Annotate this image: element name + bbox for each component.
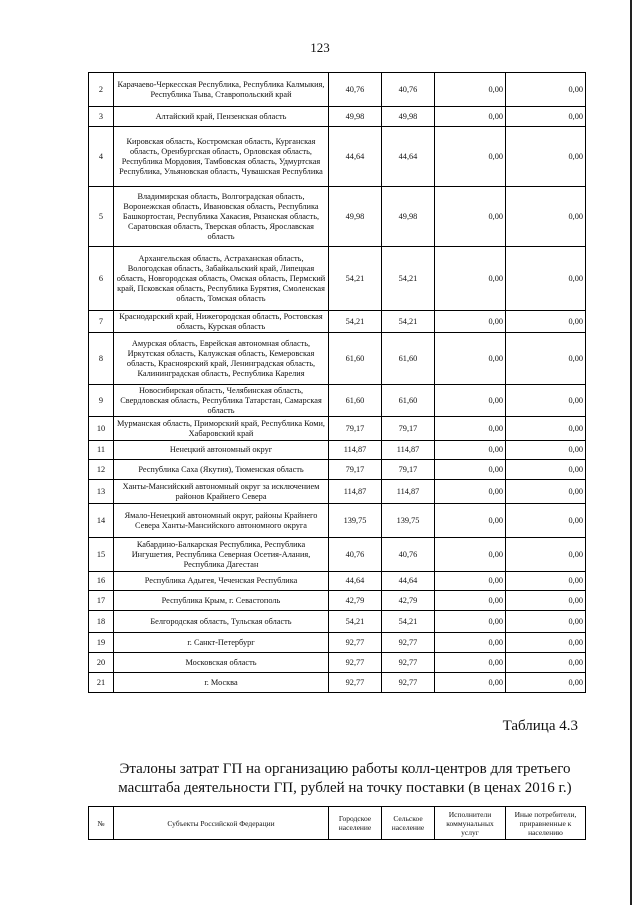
row-utility: 0,00 [435,480,506,504]
table-row [89,73,586,107]
row-utility: 0,00 [435,385,506,417]
row-number: 4 [89,127,114,187]
row-rural: 79,17 [382,417,435,441]
row-subject: г. Санкт-Петербург [114,633,329,653]
row-number: 21 [89,673,114,693]
row-number: 10 [89,417,114,441]
row-other: 0,00 [506,441,586,460]
table-row [89,653,586,673]
table-row [89,107,586,127]
row-subject: Кировская область, Костромская область, Курганская область, Оренбургская область, Орловская область, Республика Мордовия, Тамбовская область, Удмуртская Республика, Ульяновская область, Чувашская Республика [114,127,329,187]
row-other: 0,00 [506,504,586,538]
table-row [89,572,586,591]
row-urban: 114,87 [329,441,382,460]
row-other: 0,00 [506,460,586,480]
row-utility: 0,00 [435,460,506,480]
header-urban: Городское население [329,807,382,840]
row-rural: 114,87 [382,441,435,460]
header-row [89,807,586,840]
row-rural: 42,79 [382,591,435,611]
row-urban: 54,21 [329,611,382,633]
row-number: 8 [89,333,114,385]
row-utility: 0,00 [435,187,506,247]
row-urban: 54,21 [329,247,382,311]
row-number: 13 [89,480,114,504]
row-number: 11 [89,441,114,460]
table-row [89,333,586,385]
row-other: 0,00 [506,611,586,633]
row-rural: 54,21 [382,611,435,633]
row-utility: 0,00 [435,653,506,673]
row-subject: Амурская область, Еврейская автономная область, Иркутская область, Калужская область, Кемеровская область, Красноярский край, Ленинградская область, Калининградская область, Республика Карелия [114,333,329,385]
header-rural: Сельское население [382,807,435,840]
row-utility: 0,00 [435,333,506,385]
row-other: 0,00 [506,127,586,187]
table-row [89,385,586,417]
row-number: 5 [89,187,114,247]
table-row [89,460,586,480]
row-subject: Карачаево-Черкесская Республика, Республика Калмыкия, Республика Тыва, Ставропольский край [114,73,329,107]
table-row [89,127,586,187]
row-subject: Ханты-Мансийский автономный округ за исключением районов Крайнего Севера [114,480,329,504]
row-urban: 61,60 [329,385,382,417]
row-utility: 0,00 [435,591,506,611]
row-subject: Республика Крым, г. Севастополь [114,591,329,611]
row-urban: 114,87 [329,480,382,504]
row-urban: 54,21 [329,311,382,333]
row-other: 0,00 [506,480,586,504]
row-subject: Ненецкий автономный округ [114,441,329,460]
table-row [89,187,586,247]
row-rural: 40,76 [382,538,435,572]
row-number: 14 [89,504,114,538]
row-utility: 0,00 [435,107,506,127]
next-table-header [88,806,586,840]
row-subject: г. Москва [114,673,329,693]
row-rural: 44,64 [382,572,435,591]
row-rural: 54,21 [382,311,435,333]
header-num: № [89,807,114,840]
row-other: 0,00 [506,572,586,591]
page-number: 123 [310,40,330,55]
row-utility: 0,00 [435,311,506,333]
row-urban: 44,64 [329,572,382,591]
row-utility: 0,00 [435,572,506,591]
row-utility: 0,00 [435,633,506,653]
scan-edge [630,0,632,905]
table-row [89,538,586,572]
header-utility: Исполнители коммунальных услуг [435,807,506,840]
row-number: 19 [89,633,114,653]
row-subject: Мурманская область, Приморский край, Республика Коми, Хабаровский край [114,417,329,441]
row-other: 0,00 [506,107,586,127]
section-title: Эталоны затрат ГП на организацию работы колл-центров для третьего масштаба деятельности ГП, рублей на точку поставки (в ценах 2016 г.) [118,761,572,796]
header-other: Иные потребители, приравненные к населению [506,807,586,840]
row-utility: 0,00 [435,247,506,311]
row-rural: 49,98 [382,107,435,127]
row-rural: 49,98 [382,187,435,247]
row-utility: 0,00 [435,504,506,538]
row-rural: 79,17 [382,460,435,480]
row-other: 0,00 [506,187,586,247]
row-subject: Краснодарский край, Нижегородская область, Ростовская область, Курская область [114,311,329,333]
row-other: 0,00 [506,247,586,311]
row-rural: 61,60 [382,333,435,385]
row-number: 6 [89,247,114,311]
row-rural: 44,64 [382,127,435,187]
row-rural: 92,77 [382,673,435,693]
row-urban: 92,77 [329,653,382,673]
row-urban: 61,60 [329,333,382,385]
row-urban: 44,64 [329,127,382,187]
cost-table [88,72,586,693]
row-utility: 0,00 [435,417,506,441]
header-subject: Субъекты Российской Федерации [114,807,329,840]
table-row [89,673,586,693]
row-urban: 40,76 [329,73,382,107]
table-row [89,417,586,441]
row-number: 16 [89,572,114,591]
row-urban: 40,76 [329,538,382,572]
row-other: 0,00 [506,73,586,107]
row-urban: 49,98 [329,107,382,127]
row-subject: Республика Адыгея, Чеченская Республика [114,572,329,591]
row-urban: 79,17 [329,460,382,480]
row-other: 0,00 [506,591,586,611]
row-subject: Алтайский край, Пензенская область [114,107,329,127]
row-rural: 40,76 [382,73,435,107]
table-row [89,311,586,333]
row-subject: Московская область [114,653,329,673]
row-urban: 42,79 [329,591,382,611]
row-rural: 139,75 [382,504,435,538]
row-utility: 0,00 [435,538,506,572]
row-subject: Республика Саха (Якутия), Тюменская область [114,460,329,480]
row-subject: Ямало-Ненецкий автономный округ, районы Крайнего Севера Ханты-Мансийского автономного округа [114,504,329,538]
table-row [89,441,586,460]
row-rural: 92,77 [382,653,435,673]
row-utility: 0,00 [435,673,506,693]
table-row [89,504,586,538]
row-subject: Владимирская область, Волгоградская область, Воронежская область, Ивановская область, Республика Башкортостан, Республика Хакасия, Рязанская область, Саратовская область, Тверская область, Ярославская область [114,187,329,247]
table-row [89,247,586,311]
table-row [89,633,586,653]
row-subject: Новосибирская область, Челябинская область, Свердловская область, Республика Татарстан, Самарская область [114,385,329,417]
row-number: 15 [89,538,114,572]
row-utility: 0,00 [435,127,506,187]
row-other: 0,00 [506,385,586,417]
row-other: 0,00 [506,333,586,385]
row-other: 0,00 [506,653,586,673]
table-row [89,591,586,611]
row-subject: Белгородская область, Тульская область [114,611,329,633]
row-subject: Архангельская область, Астраханская область, Вологодская область, Забайкальский край, Липецкая область, Новгородская область, Омская область, Пермский край, Псковская область, Республика Бурятия, Смоленская область, Томская область [114,247,329,311]
row-rural: 54,21 [382,247,435,311]
cost-table-body [89,73,586,693]
row-number: 2 [89,73,114,107]
row-urban: 92,77 [329,633,382,653]
row-number: 12 [89,460,114,480]
row-rural: 61,60 [382,385,435,417]
row-urban: 79,17 [329,417,382,441]
row-other: 0,00 [506,673,586,693]
row-subject: Кабардино-Балкарская Республика, Республика Ингушетия, Республика Северная Осетия-Алания, Республика Дагестан [114,538,329,572]
row-other: 0,00 [506,417,586,441]
row-number: 9 [89,385,114,417]
row-utility: 0,00 [435,611,506,633]
row-urban: 49,98 [329,187,382,247]
row-urban: 139,75 [329,504,382,538]
row-other: 0,00 [506,311,586,333]
row-other: 0,00 [506,633,586,653]
row-number: 20 [89,653,114,673]
row-urban: 92,77 [329,673,382,693]
row-number: 7 [89,311,114,333]
row-rural: 92,77 [382,633,435,653]
row-number: 17 [89,591,114,611]
table-label: Таблица 4.3 [502,718,578,734]
table-row [89,611,586,633]
row-rural: 114,87 [382,480,435,504]
row-number: 18 [89,611,114,633]
row-number: 3 [89,107,114,127]
table-row [89,480,586,504]
row-other: 0,00 [506,538,586,572]
row-utility: 0,00 [435,441,506,460]
row-utility: 0,00 [435,73,506,107]
